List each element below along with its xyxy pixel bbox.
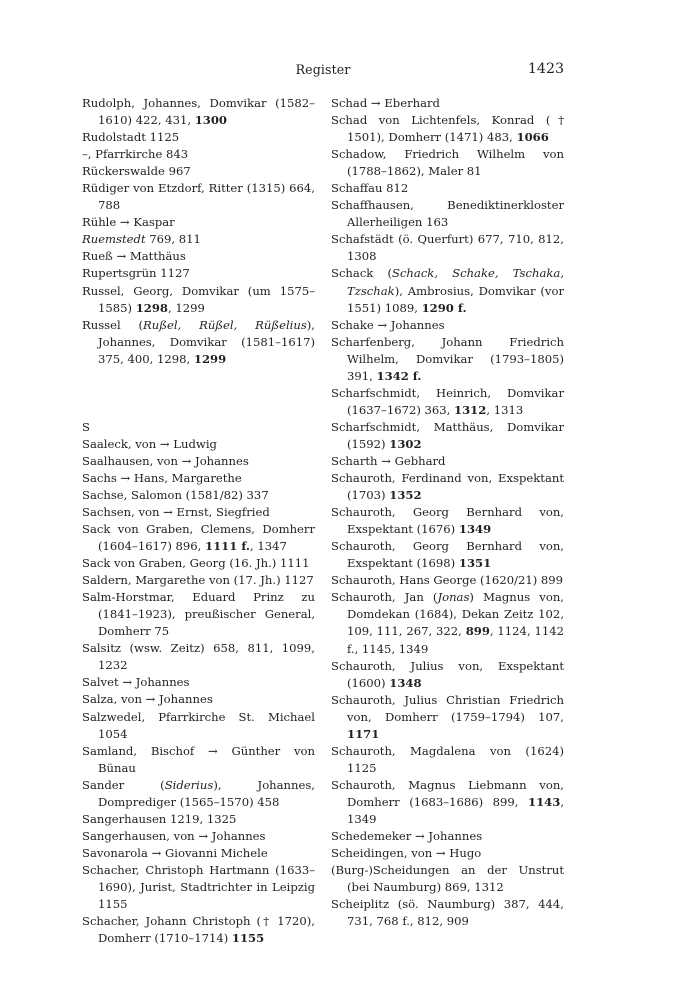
entry-text: 769, 811 bbox=[145, 232, 201, 247]
index-entry bbox=[82, 640, 315, 674]
index-entry bbox=[331, 419, 564, 453]
page-ref-bold: 1290 f. bbox=[421, 300, 467, 315]
entry-text: Saaleck, von → Ludwig bbox=[82, 436, 217, 451]
page-ref-bold: 1143 bbox=[528, 794, 561, 809]
name-variant-italic: Schack, Schake, Tschaka, Tzschak bbox=[347, 266, 565, 298]
index-entry bbox=[331, 504, 564, 538]
index-entry bbox=[82, 317, 315, 368]
index-entry bbox=[331, 572, 564, 589]
entry-text: Sander ( bbox=[82, 777, 165, 792]
entry-text: Rühle → Kaspar bbox=[82, 215, 175, 230]
entry-text: Sachs → Hans, Margarethe bbox=[82, 470, 242, 485]
entry-text: , 1313 bbox=[486, 402, 524, 417]
page-ref-bold: 1302 bbox=[389, 436, 422, 451]
entry-text: Schack ( bbox=[331, 266, 392, 281]
entry-text: Schad → Eberhard bbox=[331, 96, 440, 110]
entry-text: Scharfenberg, Johann Friedrich Wilhelm, Domvikar (1793–1805) 391, bbox=[331, 334, 564, 383]
entry-text: ), Johannes, Domprediger (1565–1570) 458 bbox=[98, 777, 315, 809]
entry-text: Scharfschmidt, Heinrich, Domvikar (1637–1672) 363, bbox=[331, 385, 564, 417]
section-gap bbox=[82, 368, 315, 419]
page-ref-bold: 1348 bbox=[389, 675, 422, 690]
index-list-r bbox=[82, 95, 315, 368]
right-column bbox=[331, 95, 564, 930]
entry-text: Sangerhausen 1219, 1325 bbox=[82, 811, 237, 826]
entry-text: Schadow, Friedrich Wilhelm von (1788–1862), Maler 81 bbox=[331, 147, 564, 179]
entry-text: Scheiplitz (sö. Naumburg) 387, 444, 731, 768 f., 812, 909 bbox=[331, 897, 564, 929]
index-entry bbox=[82, 862, 315, 913]
entry-text: , 1299 bbox=[168, 300, 205, 315]
entry-text: Schauroth, Magnus Liebmann von, Domherr (1683–1686) 899, bbox=[331, 777, 564, 809]
index-entry bbox=[331, 95, 564, 112]
entry-text: Schauroth, Magdalena von (1624) 1125 bbox=[331, 743, 564, 775]
index-entry bbox=[331, 896, 564, 930]
index-entry bbox=[82, 163, 315, 180]
entry-text: Schake → Johannes bbox=[331, 317, 445, 332]
entry-text: ), Ambrosius, Domvikar (vor 1551) 1089, bbox=[347, 283, 564, 315]
index-entry bbox=[82, 691, 315, 708]
page-number: 1423 bbox=[527, 61, 564, 77]
entry-text: Sack von Graben, Georg (16. Jh.) 1111 bbox=[82, 556, 310, 571]
page-ref-bold: 1111 f. bbox=[205, 539, 250, 554]
entry-text: Sachse, Salomon (1581/82) 337 bbox=[82, 487, 269, 502]
entry-text: Saalhausen, von → Johannes bbox=[82, 453, 249, 468]
page-ref-bold: 1298 bbox=[135, 300, 168, 315]
index-entry bbox=[82, 214, 315, 231]
index-entry bbox=[82, 777, 315, 811]
entry-text: , 1349 bbox=[347, 794, 564, 826]
index-entry bbox=[82, 504, 315, 521]
index-entry bbox=[82, 572, 315, 589]
page-ref-bold: 1171 bbox=[347, 726, 380, 741]
index-entry bbox=[82, 265, 315, 282]
page-ref-bold: 1349 bbox=[458, 522, 492, 537]
index-entry bbox=[331, 146, 564, 180]
entry-text: Sack von Graben, Clemens, Domherr (1604–1617) 896, bbox=[82, 521, 315, 554]
entry-text: Salvet → Johannes bbox=[82, 675, 190, 690]
index-list-s bbox=[82, 436, 315, 947]
index-entry bbox=[331, 334, 564, 385]
index-entry bbox=[331, 385, 564, 419]
page-ref-bold: 1155 bbox=[231, 931, 265, 946]
index-entry bbox=[82, 283, 315, 317]
index-entry bbox=[331, 265, 564, 316]
entry-text: Sangerhausen, von → Johannes bbox=[82, 828, 266, 843]
index-entry bbox=[82, 811, 315, 828]
entry-text: Schauroth, Ferdinand von, Exspektant (1703) bbox=[331, 471, 564, 503]
index-entry bbox=[331, 112, 564, 146]
index-entry bbox=[82, 555, 315, 572]
entry-text: Scharfschmidt, Matthäus, Domvikar (1592) bbox=[331, 419, 564, 451]
entry-text: , 1124, 1142 f., 1145, 1349 bbox=[347, 624, 564, 656]
index-entry bbox=[82, 248, 315, 265]
entry-text: Schad von Lichtenfels, Konrad († 1501), Domherr (1471) 483, bbox=[331, 113, 564, 145]
entry-text: Sachsen, von → Ernst, Siegfried bbox=[82, 504, 270, 519]
section-letter: S bbox=[82, 419, 90, 434]
entry-text: ) Magnus von, Domdekan (1684), Dekan Zeitz 102, 109, 111, 267, 322, bbox=[347, 590, 564, 639]
index-entry bbox=[331, 828, 564, 845]
index-entry bbox=[331, 845, 564, 862]
page-ref-bold: 1351 bbox=[458, 556, 492, 571]
index-entry bbox=[82, 589, 315, 640]
left-column bbox=[82, 95, 315, 947]
index-entry bbox=[82, 146, 315, 163]
index-entry bbox=[82, 828, 315, 845]
page-ref-bold: 899 bbox=[465, 624, 490, 639]
index-entry bbox=[82, 913, 315, 947]
entry-text: Samland, Bischof → Günther von Bünau bbox=[82, 743, 315, 775]
index-list-sch bbox=[331, 95, 564, 930]
index-entry bbox=[331, 589, 564, 657]
entry-text: Schauroth, Julius Christian Friedrich von, Domherr (1759–1794) 107, bbox=[331, 692, 564, 724]
index-entry bbox=[82, 674, 315, 691]
index-entry bbox=[82, 743, 315, 777]
entry-text: Schaffhausen, Benediktinerkloster Allerheiligen 163 bbox=[331, 198, 564, 230]
entry-text: Schauroth, Julius von, Exspektant (1600) bbox=[331, 658, 564, 690]
entry-text: Scharth → Gebhard bbox=[331, 453, 446, 468]
entry-text: Russel, Georg, Domvikar (um 1575–1585) bbox=[82, 283, 315, 315]
entry-text: Schedemeker → Johannes bbox=[331, 829, 483, 844]
entry-text: Salzwedel, Pfarrkirche St. Michael 1054 bbox=[82, 709, 315, 741]
index-entry bbox=[331, 743, 564, 777]
entry-text: Scheidingen, von → Hugo bbox=[331, 846, 482, 861]
index-entry bbox=[82, 709, 315, 743]
index-entry bbox=[331, 658, 564, 692]
index-entry bbox=[331, 231, 564, 265]
name-variant-italic: Jonas bbox=[437, 590, 470, 605]
entry-text: Russel ( bbox=[82, 317, 144, 332]
entry-text: , 1347 bbox=[249, 539, 287, 554]
page-ref-bold: 1312 bbox=[454, 402, 487, 417]
entry-text: Salm-Horstmar, Eduard Prinz zu (1841–1923), preußischer General, Domherr 75 bbox=[82, 590, 315, 639]
index-entry bbox=[331, 538, 564, 572]
index-entry bbox=[82, 180, 315, 214]
entry-text: (Burg-)Scheidungen an der Unstrut (bei Naumburg) 869, 1312 bbox=[331, 863, 564, 895]
index-entry bbox=[331, 692, 564, 743]
page-ref-bold: 1300 bbox=[194, 113, 227, 128]
entry-text: Rueß → Matthäus bbox=[82, 249, 186, 264]
index-entry bbox=[82, 487, 315, 504]
entry-text: Salza, von → Johannes bbox=[82, 692, 213, 707]
index-entry bbox=[331, 453, 564, 470]
name-variant-italic: Siderius bbox=[164, 777, 214, 792]
name-variant-italic: Ruemstedt bbox=[82, 232, 146, 247]
entry-text: Schafstädt (ö. Querfurt) 677, 710, 812, 1308 bbox=[331, 232, 564, 264]
entry-text: –, Pfarrkirche 843 bbox=[82, 147, 189, 162]
index-entry bbox=[331, 862, 564, 896]
entry-text: Schauroth, Hans George (1620/21) 899 bbox=[331, 573, 564, 588]
index-entry bbox=[82, 845, 315, 862]
entry-text: Schacher, Johann Christoph († 1720), Domherr (1710–1714) bbox=[82, 914, 315, 946]
running-head-title: Register bbox=[295, 62, 351, 77]
index-entry bbox=[82, 95, 315, 129]
entry-text: Schauroth, Georg Bernhard von, Exspektant (1676) bbox=[331, 505, 564, 537]
entry-text: Saldern, Margarethe von (17. Jh.) 1127 bbox=[82, 573, 314, 588]
entry-text: Schacher, Christoph Hartmann (1633–1690), Jurist, Stadtrichter in Leipzig 1155 bbox=[82, 862, 315, 912]
index-entry bbox=[331, 317, 564, 334]
index-entry bbox=[331, 197, 564, 231]
entry-text: Salsitz (wsw. Zeitz) 658, 811, 1099, 1232 bbox=[82, 641, 315, 673]
index-entry bbox=[82, 470, 315, 487]
index-entry bbox=[331, 470, 564, 504]
entry-text: Rüdiger von Etzdorf, Ritter (1315) 664, 788 bbox=[82, 181, 315, 213]
index-entry bbox=[331, 777, 564, 828]
entry-text: Schaffau 812 bbox=[331, 181, 409, 196]
page-header bbox=[82, 62, 564, 82]
entry-text: Savonarola → Giovanni Michele bbox=[82, 845, 268, 860]
page-ref-bold: 1352 bbox=[389, 488, 422, 503]
index-entry bbox=[82, 129, 315, 146]
index-entry bbox=[82, 521, 315, 555]
entry-text: Schauroth, Georg Bernhard von, Exspektant (1698) bbox=[331, 539, 564, 571]
name-variant-italic: Rußel, Rüßel, Rüßelius bbox=[143, 317, 307, 332]
entry-text: Rudolph, Johannes, Domvikar (1582–1610) 422, 431, bbox=[82, 96, 315, 128]
index-entry bbox=[82, 436, 315, 453]
entry-text: ), Johannes, Domvikar (1581–1617) 375, 400, 1298, bbox=[98, 317, 315, 366]
page-ref-bold: 1342 f. bbox=[376, 368, 422, 383]
page-ref-bold: 1299 bbox=[193, 351, 227, 366]
entry-text: Rudolstadt 1125 bbox=[82, 130, 180, 145]
index-entry bbox=[82, 231, 315, 248]
index-entry bbox=[331, 180, 564, 197]
entry-text: Rückerswalde 967 bbox=[82, 164, 191, 179]
index-entry bbox=[82, 453, 315, 470]
entry-text: Schauroth, Jan ( bbox=[331, 590, 438, 605]
page-ref-bold: 1066 bbox=[516, 130, 549, 145]
entry-text: Rupertsgrün 1127 bbox=[82, 266, 190, 281]
